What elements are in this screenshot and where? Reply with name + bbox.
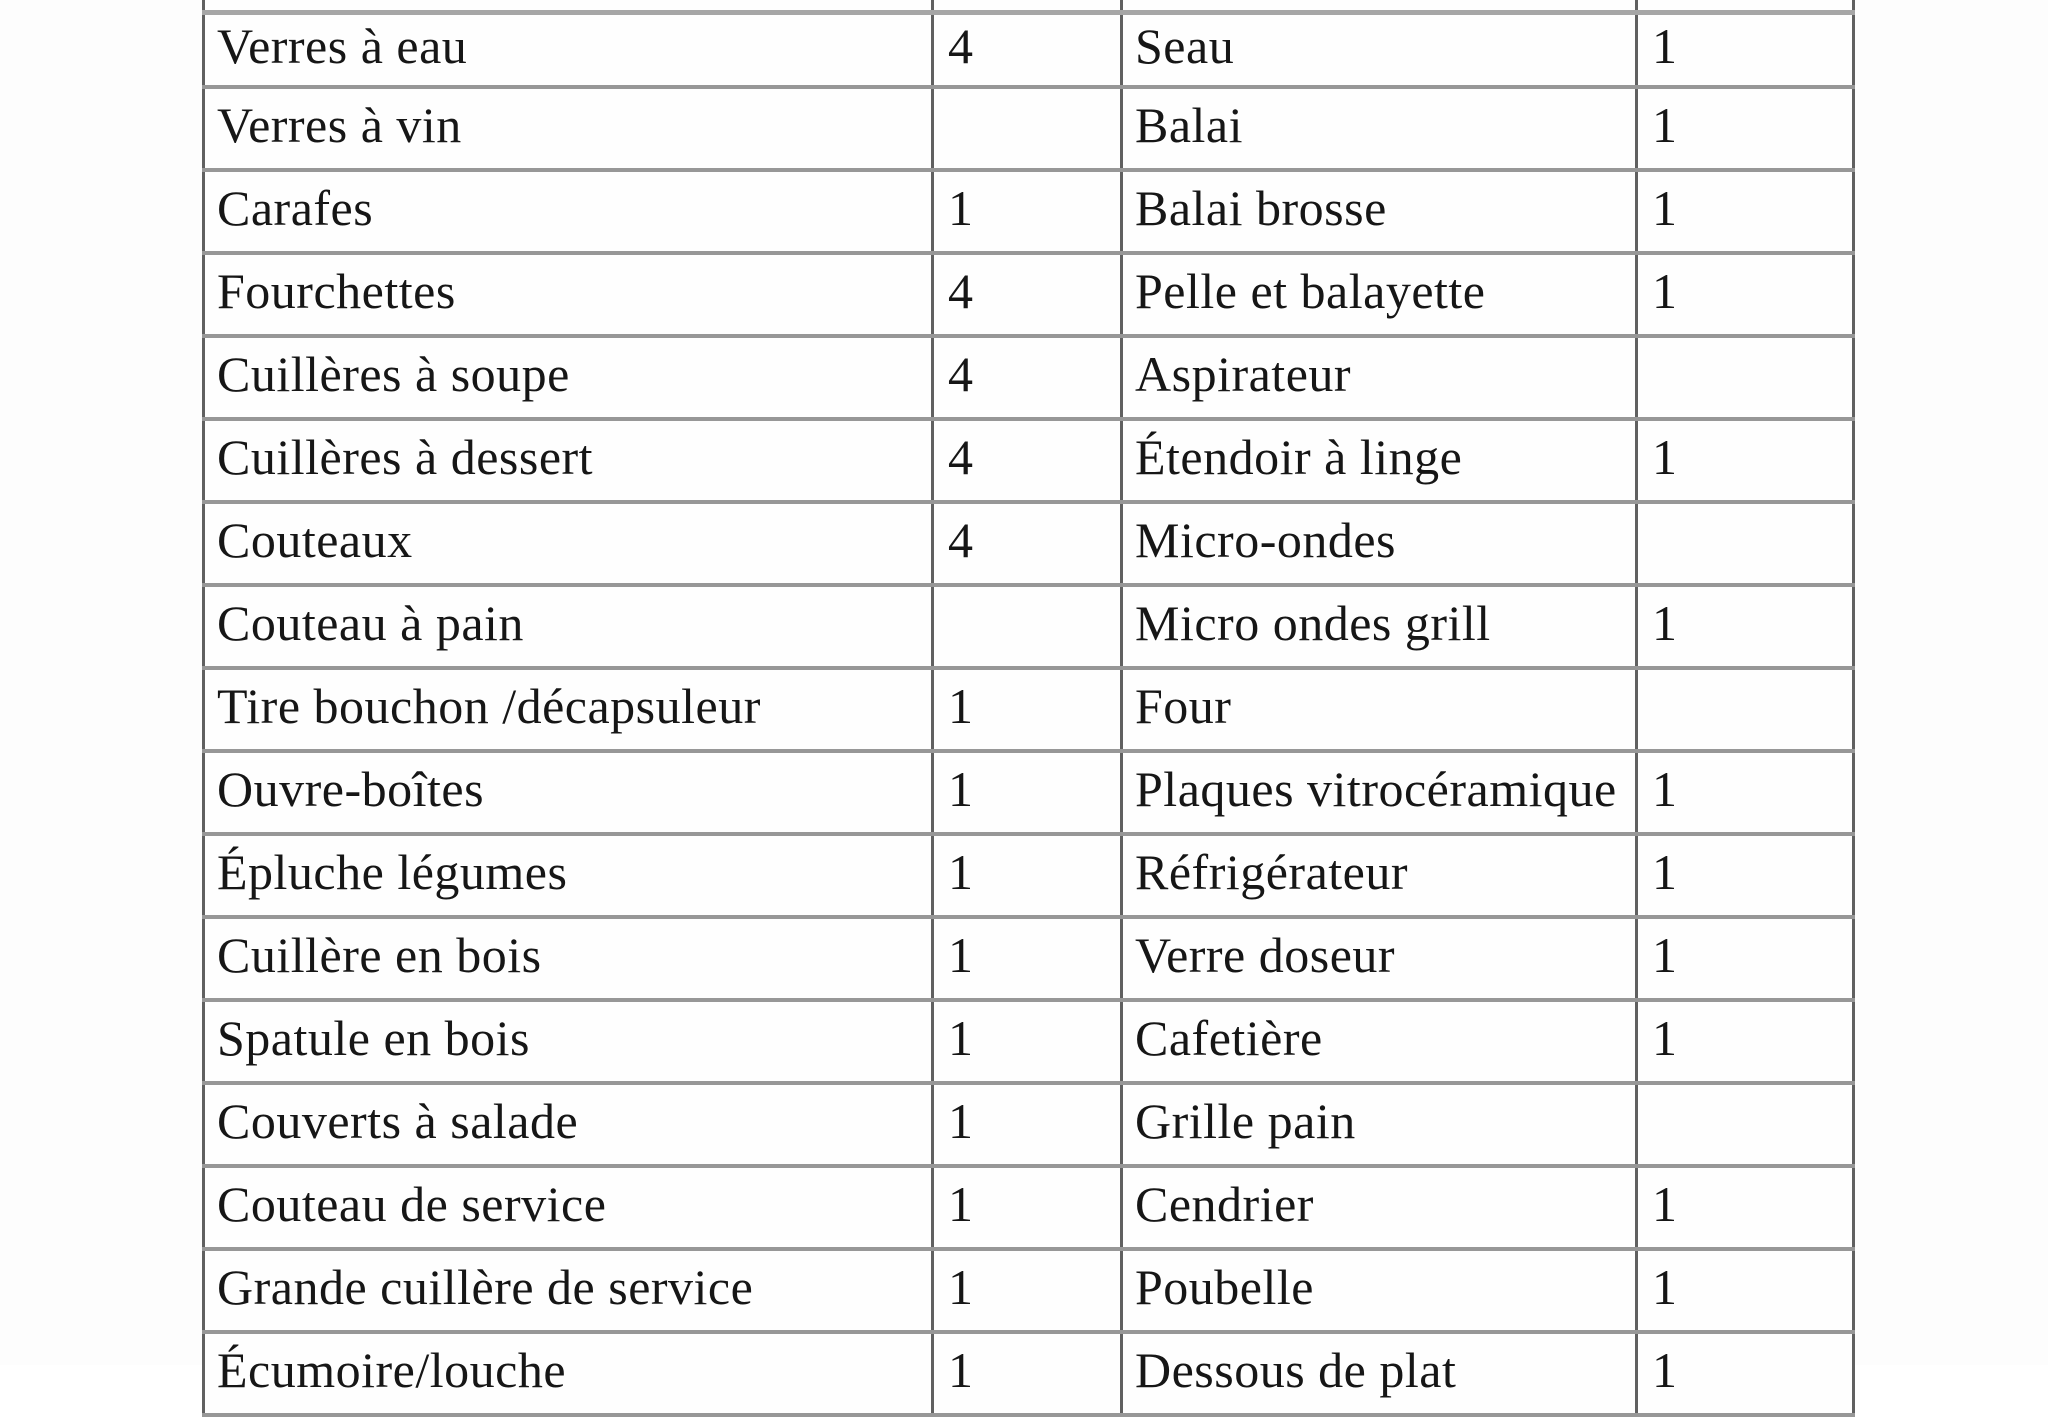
item-name-cell: Fourchettes <box>204 253 933 336</box>
item-name-cell: Micro-ondes <box>1122 502 1637 585</box>
quantity-cell: 4 <box>933 336 1122 419</box>
item-name-cell: Plaques vitrocéramique <box>1122 751 1637 834</box>
table-row <box>204 170 1854 253</box>
item-name-cell: Four <box>1122 668 1637 751</box>
item-name-cell: Ouvre-boîtes <box>204 751 933 834</box>
quantity-cell: 1 <box>1637 1249 1854 1332</box>
item-name-cell: Balai <box>1122 87 1637 170</box>
quantity-cell <box>1637 502 1854 585</box>
table-row <box>204 1083 1854 1166</box>
table-row <box>204 1332 1854 1415</box>
item-name-cell <box>1122 0 1637 12</box>
item-name-cell: Poubelle <box>1122 1249 1637 1332</box>
item-name-cell: Spatule en bois <box>204 1000 933 1083</box>
quantity-cell: 1 <box>1637 917 1854 1000</box>
table-row <box>204 751 1854 834</box>
quantity-cell: 1 <box>933 1166 1122 1249</box>
item-name-cell: Verre doseur <box>1122 917 1637 1000</box>
quantity-cell: 1 <box>933 668 1122 751</box>
item-name-cell: Dessous de plat <box>1122 1332 1637 1415</box>
table-row <box>204 336 1854 419</box>
item-name-cell: Couteaux <box>204 502 933 585</box>
table-row <box>204 834 1854 917</box>
table-row <box>204 87 1854 170</box>
item-name-cell: Verres à eau <box>204 12 933 87</box>
quantity-cell: 1 <box>933 751 1122 834</box>
item-name-cell: Couteau à pain <box>204 585 933 668</box>
quantity-cell <box>1637 336 1854 419</box>
quantity-cell <box>1637 1083 1854 1166</box>
item-name-cell: Balai brosse <box>1122 170 1637 253</box>
item-name-cell <box>204 0 933 12</box>
item-name-cell: Couverts à salade <box>204 1083 933 1166</box>
quantity-cell: 1 <box>1637 170 1854 253</box>
quantity-cell: 1 <box>1637 12 1854 87</box>
table-body <box>204 0 1854 1415</box>
quantity-cell: 1 <box>933 1249 1122 1332</box>
item-name-cell: Cafetière <box>1122 1000 1637 1083</box>
quantity-cell <box>933 0 1122 12</box>
item-name-cell: Cuillères à soupe <box>204 336 933 419</box>
quantity-cell: 1 <box>1637 1332 1854 1415</box>
quantity-cell: 1 <box>933 1332 1122 1415</box>
item-name-cell: Verres à vin <box>204 87 933 170</box>
item-name-cell: Cendrier <box>1122 1166 1637 1249</box>
table-row <box>204 1166 1854 1249</box>
table-row <box>204 917 1854 1000</box>
table-row <box>204 419 1854 502</box>
quantity-cell: 4 <box>933 12 1122 87</box>
table-row <box>204 0 1854 12</box>
quantity-cell: 1 <box>933 1083 1122 1166</box>
table-row <box>204 1000 1854 1083</box>
inventory-table <box>202 0 1855 1417</box>
quantity-cell: 1 <box>933 1000 1122 1083</box>
item-name-cell: Micro ondes grill <box>1122 585 1637 668</box>
item-name-cell: Seau <box>1122 12 1637 87</box>
quantity-cell: 4 <box>933 253 1122 336</box>
quantity-cell: 1 <box>1637 585 1854 668</box>
table-row <box>204 668 1854 751</box>
item-name-cell: Cuillères à dessert <box>204 419 933 502</box>
table-row <box>204 1249 1854 1332</box>
item-name-cell: Épluche légumes <box>204 834 933 917</box>
item-name-cell: Tire bouchon /décapsuleur <box>204 668 933 751</box>
quantity-cell: 1 <box>1637 87 1854 170</box>
quantity-cell <box>1637 0 1854 12</box>
quantity-cell: 1 <box>933 834 1122 917</box>
item-name-cell: Pelle et balayette <box>1122 253 1637 336</box>
quantity-cell: 4 <box>933 502 1122 585</box>
table-row <box>204 585 1854 668</box>
item-name-cell: Écumoire/louche <box>204 1332 933 1415</box>
quantity-cell: 1 <box>1637 1000 1854 1083</box>
quantity-cell <box>933 87 1122 170</box>
table-row <box>204 502 1854 585</box>
quantity-cell <box>1637 668 1854 751</box>
item-name-cell: Étendoir à linge <box>1122 419 1637 502</box>
quantity-cell: 1 <box>933 917 1122 1000</box>
quantity-cell: 1 <box>1637 253 1854 336</box>
quantity-cell: 4 <box>933 419 1122 502</box>
item-name-cell: Carafes <box>204 170 933 253</box>
quantity-cell: 1 <box>1637 834 1854 917</box>
quantity-cell: 1 <box>1637 419 1854 502</box>
table-row <box>204 253 1854 336</box>
quantity-cell: 1 <box>933 170 1122 253</box>
item-name-cell: Aspirateur <box>1122 336 1637 419</box>
item-name-cell: Grille pain <box>1122 1083 1637 1166</box>
item-name-cell: Grande cuillère de service <box>204 1249 933 1332</box>
quantity-cell <box>933 585 1122 668</box>
item-name-cell: Réfrigérateur <box>1122 834 1637 917</box>
quantity-cell: 1 <box>1637 1166 1854 1249</box>
item-name-cell: Cuillère en bois <box>204 917 933 1000</box>
item-name-cell: Couteau de service <box>204 1166 933 1249</box>
quantity-cell: 1 <box>1637 751 1854 834</box>
table-row <box>204 12 1854 87</box>
